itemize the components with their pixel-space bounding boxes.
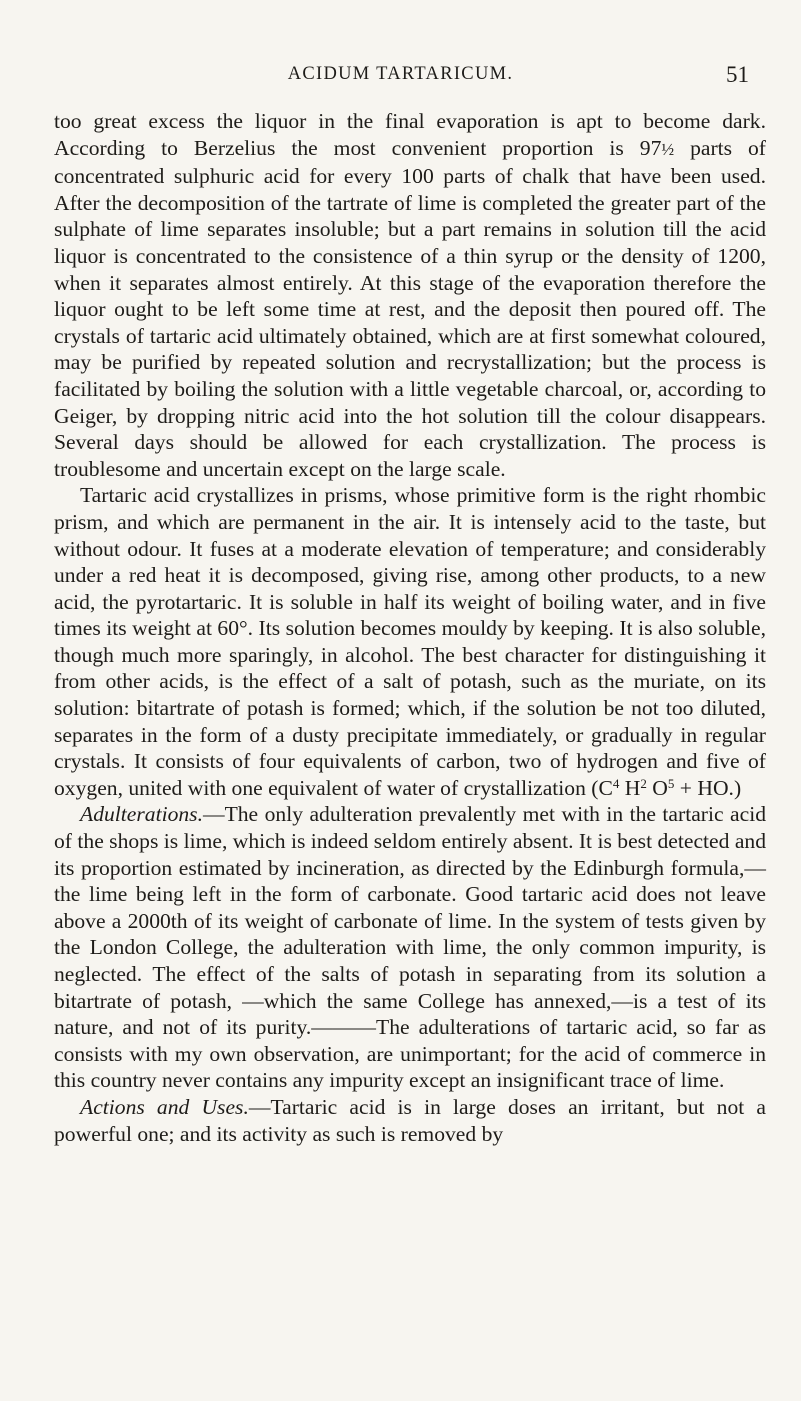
superscript: 5 (667, 775, 675, 791)
superscript: 2 (640, 775, 647, 791)
formula-text: O (646, 775, 668, 800)
paragraph-actions-uses (54, 1094, 766, 1147)
paragraph-text: parts of concentrated sulphuric acid for every 100 parts of chalk that have been used. After the decomposition of the tartrate of lime is completed the greater part of the sulphate of lime separates insoluble; but a part remains in solution till the acid liquor is concentrated to the consistence of a thin syrup or the density of 1200, when it separates almost entirely. At this stage of the evaporation therefore the liquor ought to be left some time at rest, and the deposit then poured off. The crystals of tartaric acid ultimately obtained, which are at first somewhat coloured, may be purified by repeated solution and recrystallization; but the process is facilitated by boiling the solution with a little vegetable charcoal, or, according to Geiger, by dropping nitric acid into the hot solution till the colour disappears. Several days should be allowed for each crystallization. The process is troublesome and uncertain except on the large scale. (54, 135, 766, 481)
running-title: ACIDUM TARTARICUM. (287, 64, 514, 84)
paragraph-text: Tartaric acid crystallizes in prisms, whose primitive form is the right rhombic prism, and which are permanent in the air. It is intensely acid to the taste, but without odour. It fuses at a moderate elevation of temperature; and considerably under a red heat it is decomposed, giving rise, among other products, to a new acid, the pyrotartaric. It is soluble in half its weight of boiling water, and in five times its weight at 60°. Its solution becomes mouldy by keeping. It is also soluble, though much more sparingly, in alcohol. The best character for distinguishing it from other acids, is the effect of a salt of potash, such as the muriate, on its solution: bitartrate of potash is formed; which, if the solution be not too diluted, separates in the form of a dusty precipitate immediately, or gradually in regular crystals. It consists of four equivalents of carbon, two of hydrogen and five of oxygen, united with one equivalent of water of crystallization (C (54, 483, 766, 800)
section-heading-adulterations: Adulterations. (80, 802, 203, 827)
section-heading-actions-uses: Actions and Uses. (80, 1094, 249, 1119)
formula-text: H (619, 775, 641, 800)
paragraph-text: too great excess the liquor in the final evaporation is apt to become dark. According to Berzelius the most convenient proportion is 97 (54, 109, 766, 160)
paragraph-text: —The only adulteration prevalently met with in the tartaric acid of the shops is lime, which is indeed seldom entirely absent. It is best detected and its proportion estimated by incineration, as directed by the Edinburgh formula,—the lime being left in the form of carbonate. Good tartaric acid does not leave above a 2000th of its weight of carbonate of lime. In the system of tests given by the London College, the adulteration with lime, the only common impurity, is neglected. The effect of the salts of potash in separating from its solution a bitartrate of potash, —which the same College has annexed,—is a test of its nature, and not of its purity.———The adulterations of tartaric acid, so far as consists with my own observation, are unimportant; for the acid of commerce in this country never contains any impurity except an insignificant trace of lime. (54, 802, 766, 1093)
body-text (54, 108, 766, 1147)
page-header (0, 62, 801, 92)
paragraph-text: —Tartaric acid is in large doses an irritant, but not a powerful one; and its activity as such is removed by (54, 1094, 767, 1146)
fraction-half: ½ (661, 139, 675, 159)
formula-text: + HO.) (674, 775, 742, 800)
page-number: 51 (726, 62, 749, 87)
paragraph-preparation-continued (54, 108, 766, 482)
paragraph-properties (54, 482, 766, 801)
superscript: 4 (612, 775, 620, 791)
paragraph-adulterations (54, 801, 766, 1094)
